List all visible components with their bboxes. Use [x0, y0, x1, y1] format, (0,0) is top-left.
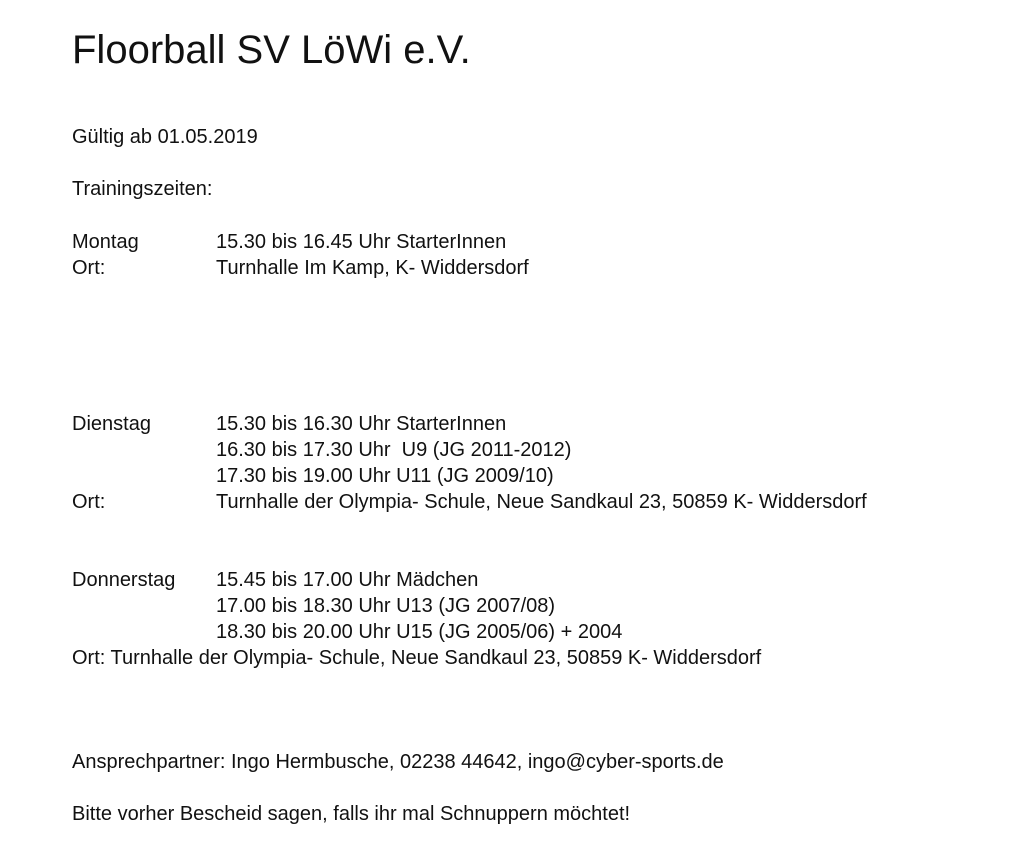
thursday-location-line: Ort: Turnhalle der Olympia- Schule, Neue Sandkaul 23, 50859 K- Widdersdorf — [72, 647, 762, 669]
tuesday-location-label: Ort: — [72, 491, 106, 513]
thursday-time-3: 18.30 bis 20.00 Uhr U15 (JG 2005/06) + 2004 — [216, 621, 623, 643]
tuesday-location: Turnhalle der Olympia- Schule, Neue Sandkaul 23, 50859 K- Widdersdorf — [216, 491, 867, 513]
tuesday-time-3: 17.30 bis 19.00 Uhr U11 (JG 2009/10) — [216, 465, 554, 487]
monday-location: Turnhalle Im Kamp, K- Widdersdorf — [216, 257, 529, 279]
note-line: Bitte vorher Bescheid sagen, falls ihr mal Schnuppern möchtet! — [72, 803, 631, 825]
monday-day-label: Montag — [72, 231, 139, 253]
tuesday-day-label: Dienstag — [72, 413, 151, 435]
thursday-time-1: 15.45 bis 17.00 Uhr Mädchen — [216, 569, 479, 591]
valid-from-text: Gültig ab 01.05.2019 — [72, 126, 258, 148]
tuesday-time-1: 15.30 bis 16.30 Uhr StarterInnen — [216, 413, 507, 435]
monday-location-label: Ort: — [72, 257, 106, 279]
monday-time-1: 15.30 bis 16.45 Uhr StarterInnen — [216, 231, 507, 253]
thursday-time-2: 17.00 bis 18.30 Uhr U13 (JG 2007/08) — [216, 595, 556, 617]
tuesday-time-2: 16.30 bis 17.30 Uhr U9 (JG 2011-2012) — [216, 439, 572, 461]
contact-line: Ansprechpartner: Ingo Hermbusche, 02238 44642, ingo@cyber-sports.de — [72, 751, 724, 773]
page-title: Floorball SV LöWi e.V. — [72, 28, 471, 72]
thursday-day-label: Donnerstag — [72, 569, 176, 591]
training-heading: Trainingszeiten: — [72, 178, 213, 200]
